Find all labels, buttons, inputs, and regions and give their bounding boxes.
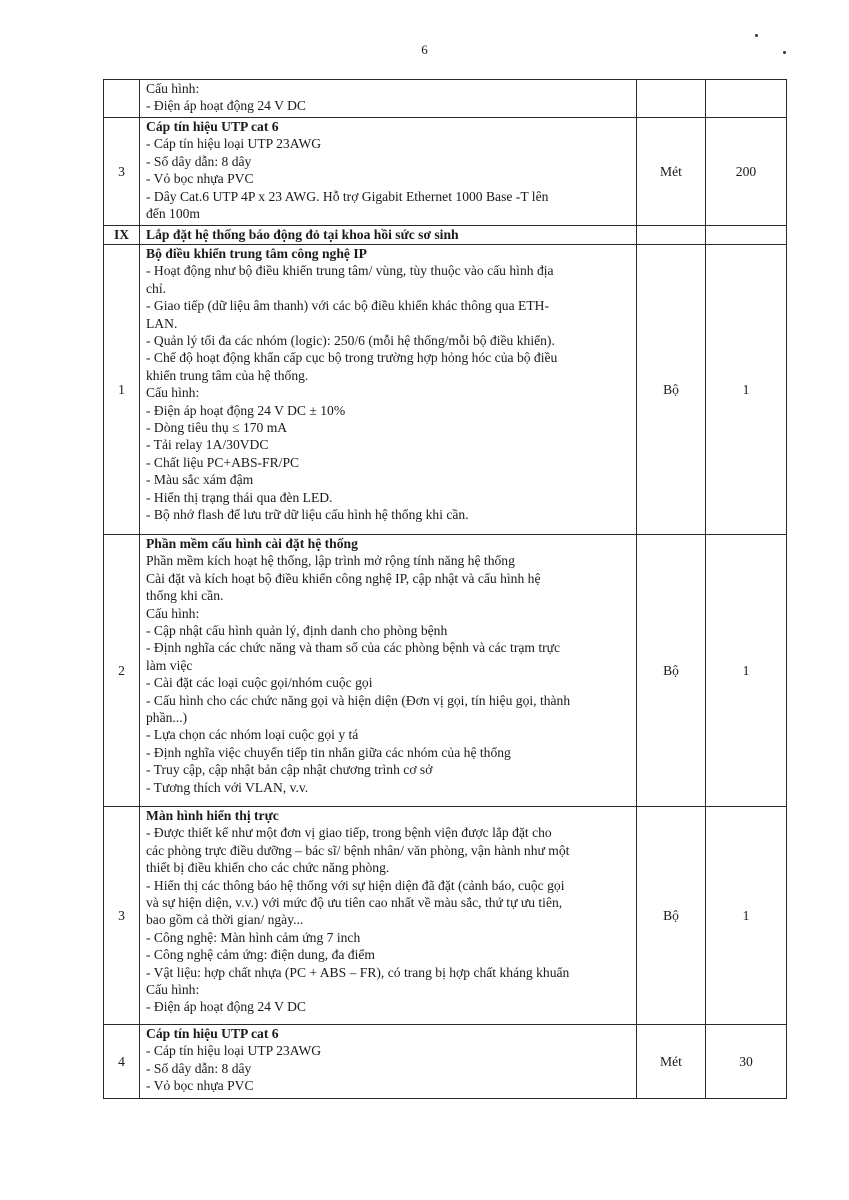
row-unit-cell: Bộ <box>637 245 706 535</box>
desc-line: - Vật liệu: hợp chất nhựa (PC + ABS – FR), có trang bị hợp chất kháng khuẩn <box>146 964 570 980</box>
desc-line: - Hiển thị trạng thái qua đèn LED. <box>146 489 333 505</box>
desc-line: Cấu hình: <box>146 81 200 96</box>
row-unit-cell: Mét <box>637 118 706 226</box>
desc-line: Cài đặt và kích hoạt bộ điều khiển công nghệ IP, cập nhật và cấu hình hệ <box>146 570 541 586</box>
equipment-spec-table <box>103 79 787 1099</box>
item-title: Cáp tín hiệu UTP cat 6 <box>146 119 279 134</box>
desc-line: - Cập nhật cấu hình quản lý, định danh cho phòng bệnh <box>146 623 448 639</box>
item-title: Bộ điều khiển trung tâm công nghệ IP <box>146 246 367 261</box>
desc-line: thiết bị điều khiển cho các chức năng phòng. <box>146 860 390 876</box>
row-description-cell <box>140 245 637 535</box>
desc-line: và sự hiện diện, v.v.) với mức độ ưu tiên cao nhất về màu sắc, thứ tự ưu tiên, <box>146 895 563 911</box>
desc-line: - Dây Cat.6 UTP 4P x 23 AWG. Hỗ trợ Gigabit Ethernet 1000 Base -T lên <box>146 188 549 204</box>
page-number: 6 <box>421 42 428 57</box>
section-row <box>104 226 787 245</box>
row-stt-cell: 3 <box>104 807 140 1025</box>
desc-line: Phần mềm kích hoạt hệ thống, lập trình mở rộng tính năng hệ thống <box>146 553 515 569</box>
desc-line: - Công nghệ: Màn hình cảm ứng 7 inch <box>146 929 361 945</box>
row-stt-cell: 1 <box>104 245 140 535</box>
row-stt-cell: 4 <box>104 1025 140 1099</box>
desc-line: - Điện áp hoạt động 24 V DC ± 10% <box>146 402 346 418</box>
desc-line: - Tải relay 1A/30VDC <box>146 437 269 453</box>
scan-speck <box>755 34 758 37</box>
section-title-text: Lắp đặt hệ thống báo động đỏ tại khoa hồi sức sơ sinh <box>146 227 459 242</box>
row-description-cell <box>140 807 637 1025</box>
row-description-cell <box>140 118 637 226</box>
section-number: IX <box>104 226 140 245</box>
desc-line: - Định nghĩa các chức năng và tham số của các phòng bệnh và các trạm trực <box>146 640 561 656</box>
desc-line: - Vỏ bọc nhựa PVC <box>146 1078 254 1094</box>
table-row <box>104 1025 787 1099</box>
table-row <box>104 535 787 807</box>
desc-line: - Chế độ hoạt động khẩn cấp cục bộ trong trường hợp hỏng hóc của bộ điều <box>146 350 558 366</box>
item-title: Cáp tín hiệu UTP cat 6 <box>146 1026 279 1041</box>
row-unit-cell <box>637 80 706 118</box>
row-description-cell <box>140 1025 637 1099</box>
desc-line: - Dòng tiêu thụ ≤ 170 mA <box>146 420 288 436</box>
row-description-cell <box>140 535 637 807</box>
desc-line: - Điện áp hoạt động 24 V DC <box>146 999 306 1015</box>
desc-line: - Tương thích với VLAN, v.v. <box>146 779 309 795</box>
desc-line: - Bộ nhớ flash để lưu trữ dữ liệu cấu hình hệ thống khi cần. <box>146 507 469 523</box>
row-qty-cell: 1 <box>706 807 787 1025</box>
desc-line: các phòng trực điều dưỡng – bác sĩ/ bệnh nhân/ văn phòng, vận hành như một <box>146 842 570 858</box>
desc-line: - Công nghệ cảm ứng: điện dung, đa điểm <box>146 947 375 963</box>
desc-line: - Cài đặt các loại cuộc gọi/nhóm cuộc gọi <box>146 675 373 691</box>
row-qty-cell: 30 <box>706 1025 787 1099</box>
table-row <box>104 80 787 118</box>
desc-line: - Số dây dẫn: 8 dây <box>146 1060 252 1076</box>
row-stt-cell <box>104 80 140 118</box>
desc-line: - Cáp tín hiệu loại UTP 23AWG <box>146 136 322 152</box>
desc-line: - Được thiết kế như một đơn vị giao tiếp, trong bệnh viện được lắp đặt cho <box>146 825 552 841</box>
table-row <box>104 807 787 1025</box>
desc-line: - Hiển thị các thông báo hệ thống với sự hiện diện đã đặt (cảnh báo, cuộc gọi <box>146 877 565 893</box>
row-unit-cell <box>637 226 706 245</box>
desc-line: phần...) <box>146 710 188 726</box>
desc-line: đến 100m <box>146 206 200 222</box>
desc-line: - Màu sắc xám đậm <box>146 472 254 488</box>
desc-line: Cấu hình: <box>146 385 200 401</box>
desc-line: Cấu hình: <box>146 982 200 998</box>
desc-line: Cấu hình: <box>146 605 200 621</box>
row-qty-cell: 200 <box>706 118 787 226</box>
row-stt-cell: 2 <box>104 535 140 807</box>
desc-line: - Truy cập, cập nhật bản cập nhật chương trình cơ sở <box>146 762 433 778</box>
desc-line: làm việc <box>146 657 193 673</box>
table-row <box>104 118 787 226</box>
row-qty-cell <box>706 80 787 118</box>
desc-line: - Cấu hình cho các chức năng gọi và hiện diện (Đơn vị gọi, tín hiệu gọi, thành <box>146 692 571 708</box>
item-title: Màn hình hiển thị trực <box>146 808 279 823</box>
desc-line: - Hoạt động như bộ điều khiển trung tâm/ vùng, tùy thuộc vào cấu hình địa <box>146 263 554 279</box>
desc-line: bao gồm cả thời gian/ ngày... <box>146 912 304 928</box>
desc-line: khiển trung tâm của hệ thống. <box>146 367 309 383</box>
table-row <box>104 245 787 535</box>
desc-line: - Cáp tín hiệu loại UTP 23AWG <box>146 1043 322 1059</box>
row-unit-cell: Bộ <box>637 535 706 807</box>
desc-line: - Chất liệu PC+ABS-FR/PC <box>146 454 300 470</box>
row-description-cell <box>140 80 637 118</box>
row-qty-cell <box>706 226 787 245</box>
item-title: Phần mềm cấu hình cài đặt hệ thống <box>146 536 358 551</box>
desc-line: LAN. <box>146 315 178 331</box>
row-qty-cell: 1 <box>706 535 787 807</box>
desc-line: - Lựa chọn các nhóm loại cuộc gọi y tá <box>146 727 359 743</box>
desc-line: chỉ. <box>146 280 167 296</box>
row-stt-cell: 3 <box>104 118 140 226</box>
row-unit-cell: Mét <box>637 1025 706 1099</box>
desc-line: - Số dây dẫn: 8 dây <box>146 153 252 169</box>
row-unit-cell: Bộ <box>637 807 706 1025</box>
desc-line: - Quản lý tối đa các nhóm (logic): 250/6 (mỗi hệ thống/mỗi bộ điều khiển). <box>146 333 555 349</box>
desc-line: thống khi cần. <box>146 588 224 604</box>
desc-line: - Định nghĩa việc chuyển tiếp tin nhắn giữa các nhóm của hệ thống <box>146 744 511 760</box>
row-qty-cell: 1 <box>706 245 787 535</box>
desc-line: - Vỏ bọc nhựa PVC <box>146 171 254 187</box>
desc-line: - Điện áp hoạt động 24 V DC <box>146 98 306 114</box>
scan-speck <box>783 51 786 54</box>
desc-line: - Giao tiếp (dữ liệu âm thanh) với các bộ điều khiển khác thông qua ETH- <box>146 298 549 314</box>
section-title <box>140 226 637 245</box>
